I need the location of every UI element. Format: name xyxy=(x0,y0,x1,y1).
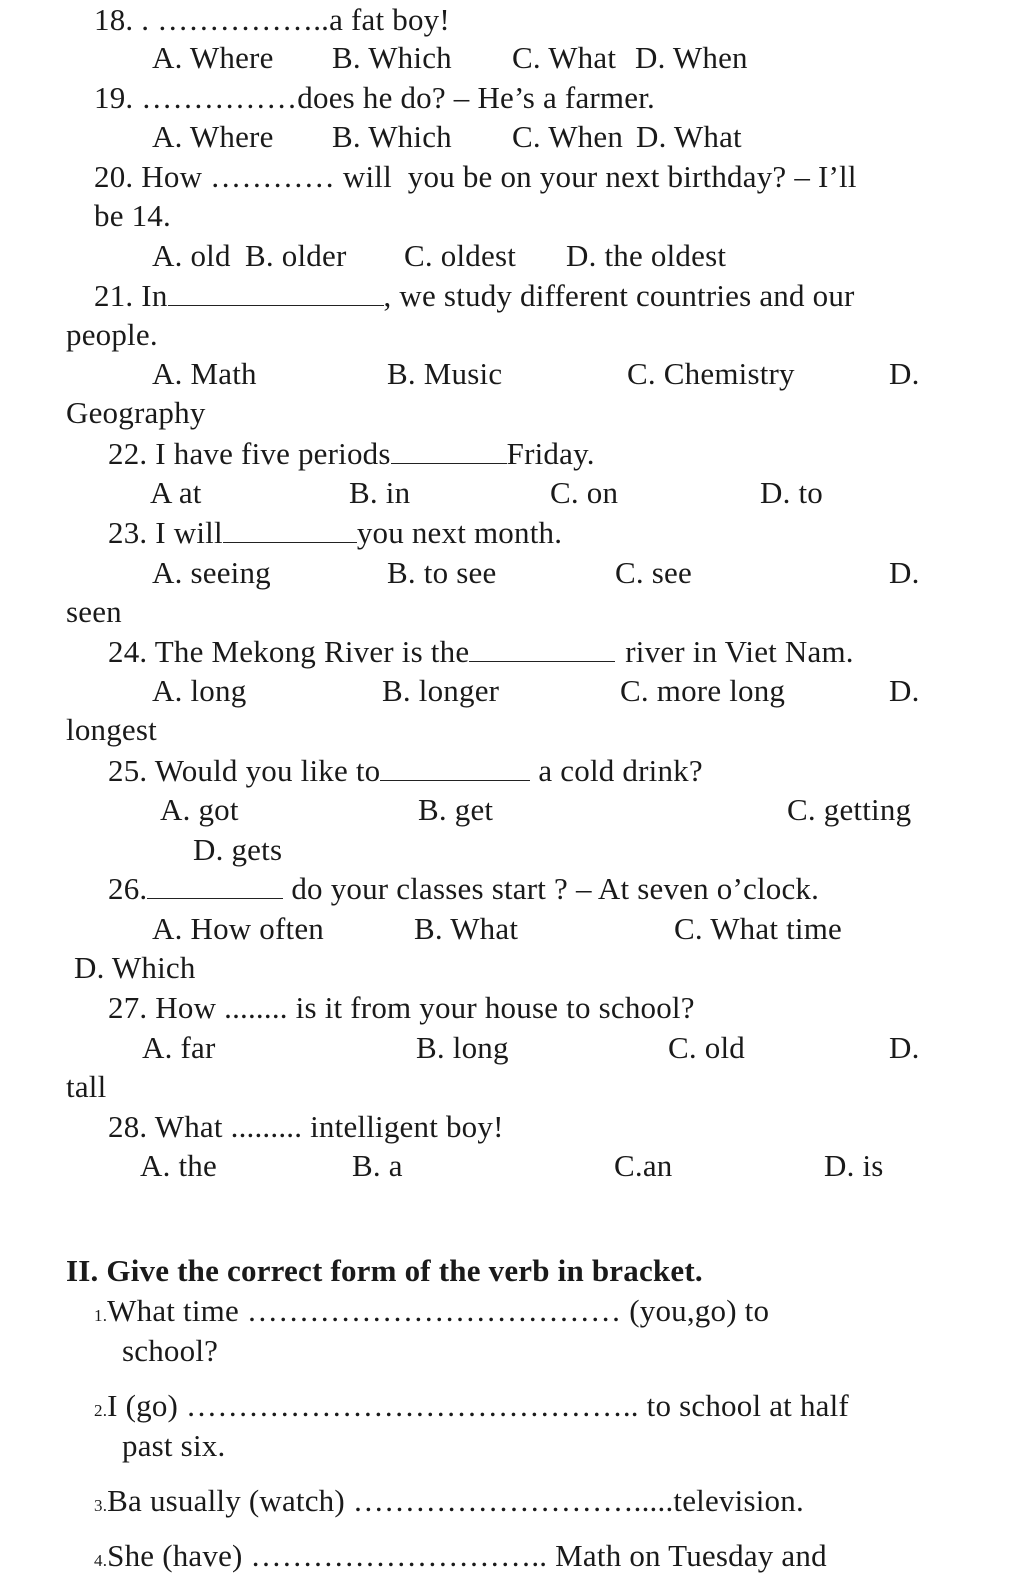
option-a: A. old xyxy=(152,238,231,273)
option-d-wrap: seen xyxy=(66,594,122,629)
option-a: A. long xyxy=(152,673,247,708)
item-number: 2. xyxy=(94,1401,108,1420)
answer-blank[interactable] xyxy=(469,633,615,662)
stem-end: river in Viet Nam. xyxy=(625,634,854,669)
option-a: A. Where xyxy=(152,40,274,75)
option-d: D. xyxy=(889,555,920,590)
option-b: B. get xyxy=(418,792,494,827)
question-20-stem-wrap: be 14. xyxy=(94,198,171,233)
option-d: D. xyxy=(889,356,920,391)
item-number: 3. xyxy=(94,1496,108,1515)
option-b: B. a xyxy=(352,1148,403,1183)
option-c: C. on xyxy=(550,475,619,510)
question-27-stem: 27. How ........ is it from your house to school? xyxy=(108,990,695,1025)
option-a: A. far xyxy=(142,1030,216,1065)
question-22-stem xyxy=(108,434,595,474)
option-b: B. older xyxy=(245,238,347,273)
option-a: A. seeing xyxy=(152,555,271,590)
option-d-wrap: longest xyxy=(66,712,157,747)
option-d: D. gets xyxy=(193,832,283,867)
item-number: 4. xyxy=(94,1551,108,1570)
option-b: B. longer xyxy=(382,673,500,708)
option-c: C. When xyxy=(512,119,624,154)
option-d: D. the oldest xyxy=(566,238,727,273)
answer-blank[interactable] xyxy=(380,752,530,781)
question-21-stem-wrap: people. xyxy=(66,317,158,352)
stem-start: 21. In xyxy=(94,278,168,313)
option-d: D. Which xyxy=(74,950,196,985)
stem-start: 24. The Mekong River is the xyxy=(108,634,470,669)
answer-blank[interactable] xyxy=(223,514,357,543)
stem-end: Friday. xyxy=(506,436,595,471)
option-b: B. in xyxy=(349,475,411,510)
section-heading: II. Give the correct form of the verb in bracket. xyxy=(66,1253,703,1288)
option-a: A. got xyxy=(160,792,239,827)
option-b: B. Music xyxy=(387,356,503,391)
item-number: 1. xyxy=(94,1306,108,1325)
verb-item-1 xyxy=(94,1291,769,1336)
item-text: What time ……………………………… (you,go) to xyxy=(107,1293,770,1328)
option-c: C. What time xyxy=(674,911,842,946)
stem-start: 22. I have five periods xyxy=(108,436,391,471)
question-24-stem xyxy=(108,632,854,672)
item-text: She (have) ……………………….. Math on Tuesday and xyxy=(107,1538,827,1573)
question-21-stem xyxy=(94,276,855,316)
option-a: A. Where xyxy=(152,119,274,154)
question-26-stem xyxy=(108,869,819,909)
verb-item-2-wrap: past six. xyxy=(122,1428,226,1463)
verb-item-3 xyxy=(94,1481,804,1526)
question-25-stem xyxy=(108,751,703,791)
item-text: I (go) …………………………………….. to school at half xyxy=(107,1388,849,1423)
question-20-stem: 20. How ………… will you be on your next birthday? – I’ll xyxy=(94,159,857,194)
item-text: Ba usually (watch) ……………………….....television. xyxy=(107,1483,804,1518)
option-c: C. getting xyxy=(787,792,912,827)
option-d: D. When xyxy=(635,40,748,75)
option-c: C. see xyxy=(615,555,692,590)
option-a: A at xyxy=(150,475,202,510)
option-c: C.an xyxy=(614,1148,673,1183)
option-d: D. xyxy=(889,673,920,708)
option-c: C. oldest xyxy=(404,238,517,273)
question-23-stem xyxy=(108,513,562,553)
verb-item-4 xyxy=(94,1536,827,1581)
stem-start: 26. xyxy=(108,871,148,906)
option-d-wrap: Geography xyxy=(66,395,206,430)
answer-blank[interactable] xyxy=(168,277,384,306)
stem-end: a cold drink? xyxy=(538,753,703,788)
verb-item-1-wrap: school? xyxy=(122,1333,219,1368)
option-a: A. the xyxy=(140,1148,217,1183)
stem-end: , we study different countries and our xyxy=(383,278,855,313)
stem-start: 23. I will xyxy=(108,515,223,550)
verb-item-2 xyxy=(94,1386,849,1431)
option-d: D. to xyxy=(760,475,823,510)
stem-end: do your classes start ? – At seven o’clock. xyxy=(291,871,820,906)
stem-end: you next month. xyxy=(356,515,563,550)
option-d: D. xyxy=(889,1030,920,1065)
option-d: D. is xyxy=(824,1148,884,1183)
option-c: C. What xyxy=(512,40,617,75)
question-28-stem: 28. What ......... intelligent boy! xyxy=(108,1109,504,1144)
option-d-wrap: tall xyxy=(66,1069,107,1104)
option-b: B. Which xyxy=(332,40,452,75)
option-b: B. long xyxy=(416,1030,509,1065)
answer-blank[interactable] xyxy=(147,870,283,899)
option-d: D. What xyxy=(636,119,742,154)
option-b: B. to see xyxy=(387,555,497,590)
option-c: C. old xyxy=(668,1030,745,1065)
option-b: B. What xyxy=(414,911,519,946)
option-a: A. How often xyxy=(152,911,325,946)
option-c: C. Chemistry xyxy=(627,356,795,391)
option-c: C. more long xyxy=(620,673,786,708)
question-19-stem: 19. ……………does he do? – He’s a farmer. xyxy=(94,80,655,115)
option-b: B. Which xyxy=(332,119,452,154)
answer-blank[interactable] xyxy=(391,435,507,464)
option-a: A. Math xyxy=(152,356,257,391)
stem-start: 25. Would you like to xyxy=(108,753,381,788)
question-18-stem: 18. . ……………..a fat boy! xyxy=(94,2,450,37)
